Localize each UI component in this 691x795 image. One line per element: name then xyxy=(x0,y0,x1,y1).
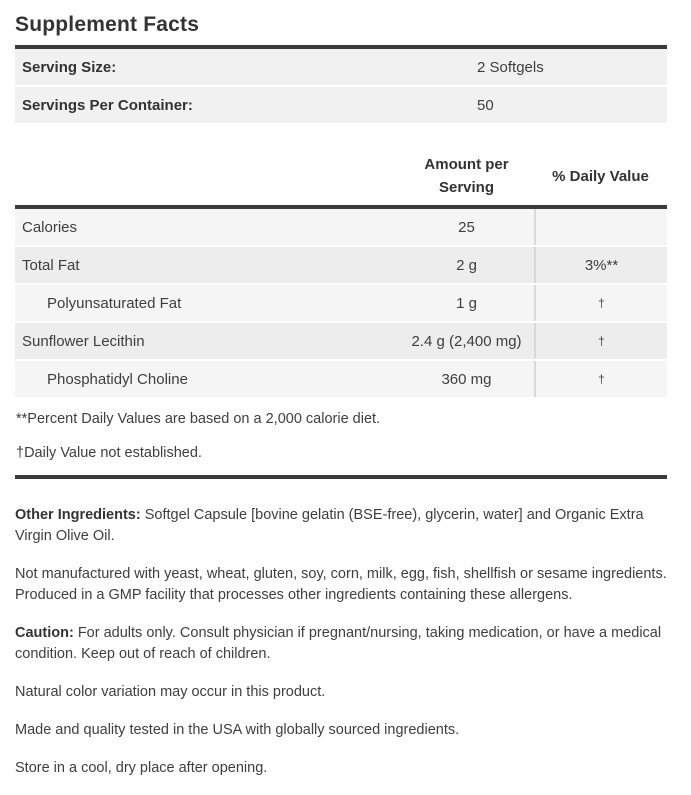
nutrient-amount: 360 mg xyxy=(441,370,492,388)
allergen-paragraph: Not manufactured with yeast, wheat, gluten, soy, corn, milk, egg, fish, shellfish or sesame ingredients. Produced in a GMP facility that processes other ingredients containing these allergens. xyxy=(15,566,667,603)
serving-size-row xyxy=(15,49,667,87)
nutrition-table-header xyxy=(15,125,667,205)
nutrient-daily-value: 3%** xyxy=(534,247,667,283)
nutrition-table xyxy=(15,209,667,399)
other-ingredients-text: Softgel Capsule [bovine gelatin (BSE-free), glycerin, water] and Organic Extra Virgin Olive Oil. xyxy=(15,507,644,544)
nutrient-daily-value xyxy=(534,209,667,245)
nutrient-amount: 2 g xyxy=(456,256,477,274)
table-row xyxy=(15,361,667,399)
nutrient-name: Phosphatidyl Choline xyxy=(47,370,188,388)
footnotes-section xyxy=(15,399,667,475)
table-row xyxy=(15,247,667,285)
servings-per-container-row xyxy=(15,87,667,125)
daily-value-footnote: **Percent Daily Values are based on a 2,000 calorie diet. xyxy=(16,411,381,427)
nutrient-amount: 1 g xyxy=(456,294,477,312)
serving-size-value: 2 Softgels xyxy=(477,58,544,76)
table-row xyxy=(15,323,667,361)
other-ingredients-paragraph xyxy=(15,505,667,547)
caution-lead: Caution: xyxy=(15,625,74,641)
serving-size-label: Serving Size: xyxy=(22,58,117,76)
nutrient-name: Calories xyxy=(22,218,78,236)
servings-per-container-label: Servings Per Container: xyxy=(22,96,193,114)
table-row xyxy=(15,209,667,247)
daily-value-header: % Daily Value xyxy=(552,167,649,185)
nutrient-amount: 25 xyxy=(458,218,475,236)
nutrient-daily-value: † xyxy=(534,361,667,397)
made-in-usa-note: Made and quality tested in the USA with globally sourced ingredients. xyxy=(15,722,460,738)
caution-text: For adults only. Consult physician if pregnant/nursing, taking medication, or have a medical condition. Keep out of reach of children. xyxy=(15,625,662,662)
other-ingredients-lead: Other Ingredients: xyxy=(15,507,141,523)
additional-info-section xyxy=(15,479,667,779)
page-title: Supplement Facts xyxy=(15,13,200,36)
amount-per-serving-header: Amount per Serving xyxy=(424,156,509,196)
table-row xyxy=(15,285,667,323)
caution-paragraph xyxy=(15,623,667,665)
nutrient-daily-value: † xyxy=(534,323,667,359)
nutrient-name: Sunflower Lecithin xyxy=(22,332,145,350)
nutrient-amount: 2.4 g (2,400 mg) xyxy=(411,332,522,350)
nutrient-daily-value: † xyxy=(534,285,667,321)
serving-info-section xyxy=(15,49,667,125)
servings-per-container-value: 50 xyxy=(477,96,494,114)
storage-note: Store in a cool, dry place after opening. xyxy=(15,760,268,776)
nutrient-name: Polyunsaturated Fat xyxy=(47,294,182,312)
not-established-footnote: †Daily Value not established. xyxy=(16,445,202,461)
color-variation-note: Natural color variation may occur in this product. xyxy=(15,684,326,700)
nutrient-name: Total Fat xyxy=(22,256,80,274)
